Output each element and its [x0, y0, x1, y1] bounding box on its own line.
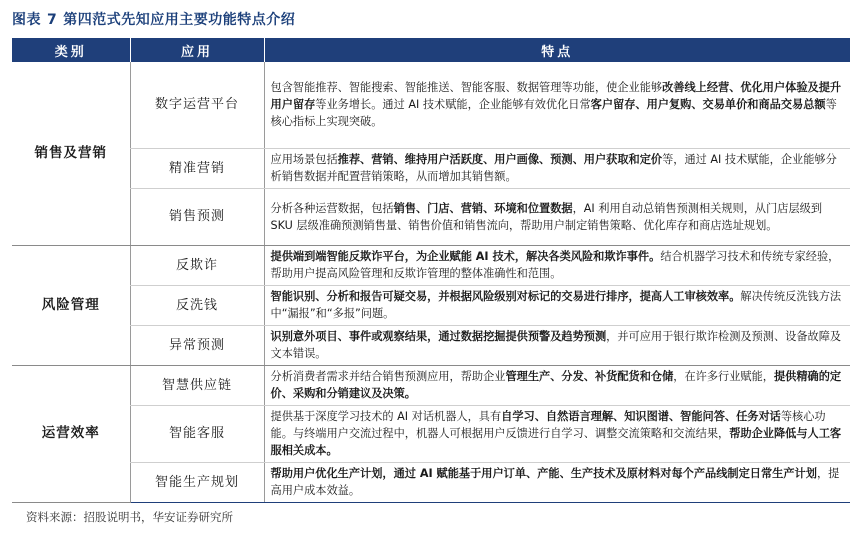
application-cell: 数字运营平台 — [130, 62, 264, 148]
feature-cell — [264, 325, 850, 365]
feature-text: 等核心指标上实现突破。 — [270, 98, 837, 129]
feature-highlight: 提供端到端智能反欺诈平台，为企业赋能 AI 技术，解决各类风险和欺诈事件。 — [270, 250, 661, 263]
feature-text: 提供基于深度学习技术的 AI 对话机器人，具有 — [270, 410, 502, 423]
feature-text: 等核心功能。与终端用户交流过程中，机器人可根据用户反馈进行自学习、调整交流策略和交流结果， — [270, 410, 826, 440]
feature-highlight: 帮助用户优化生产计划，通过 AI 赋能基于用户订单、产能、生产技术及原材料对每个产品线制定日常生产计划 — [270, 467, 817, 480]
feature-cell — [264, 285, 850, 325]
table-row — [12, 365, 850, 405]
feature-text: ，并可应用于银行欺诈检测及预测、设备故障及文本错误。 — [270, 330, 842, 360]
feature-highlight: 客户留存、用户复购、交易单价和商品交易总额 — [590, 98, 826, 112]
table-row — [12, 62, 850, 148]
application-cell: 反欺诈 — [130, 245, 264, 285]
feature-highlight: 提供精确的定价、采购和分销建议及决策。 — [270, 370, 842, 400]
feature-text: 解决传统反洗钱方法中“漏报”和“多报”问题。 — [270, 290, 842, 320]
header-category: 类别 — [12, 38, 130, 62]
table-row — [12, 148, 850, 188]
figure-label: 图表 — [12, 12, 41, 28]
table-row — [12, 462, 850, 502]
table-row — [12, 188, 850, 245]
table-row — [12, 405, 850, 462]
feature-highlight: 识别意外项目、事件或观察结果，通过数据挖掘提供预警及趋势预测 — [270, 330, 607, 343]
feature-highlight: 管理生产、分发、补货配货和仓储 — [505, 370, 674, 383]
feature-cell — [264, 245, 850, 285]
category-cell: 运营效率 — [12, 365, 130, 502]
feature-text: 分析各种运营数据，包括 — [270, 201, 394, 215]
feature-text: 结合机器学习技术和传统专家经验，帮助用户提高风险管理和反欺诈管理的整体准确性和范围。 — [270, 250, 840, 280]
figure-title-text: 第四范式先知应用主要功能特点介绍 — [63, 12, 296, 28]
figure-number: 7 — [47, 12, 58, 28]
feature-cell — [264, 188, 850, 245]
application-cell: 智慧供应链 — [130, 365, 264, 405]
feature-text: 包含智能推荐、智能搜索、智能推送、智能客服、数据管理等功能，使企业能够 — [270, 81, 663, 95]
feature-cell — [264, 365, 850, 405]
application-cell: 智能客服 — [130, 405, 264, 462]
feature-cell — [264, 148, 850, 188]
table-row — [12, 245, 850, 285]
feature-text: 等，通过 AI 技术赋能，企业能够分析销售数据并配置营销策略，从而增加其销售额。 — [270, 153, 837, 183]
application-cell: 智能生产规划 — [130, 462, 264, 502]
application-cell: 反洗钱 — [130, 285, 264, 325]
application-cell: 销售预测 — [130, 188, 264, 245]
feature-text: ，AI 利用自动总销售预测相关规则，从门店层级到 SKU 层级准确预测销售量、销售价值和销售流向，帮助用户制定销售策略、优化库存和商店选址规划。 — [270, 201, 823, 232]
feature-highlight: 改善线上经营、优化用户体验及提升用户留存 — [270, 81, 842, 112]
feature-highlight: 智能识别、分析和报告可疑交易，并根据风险级别对标记的交易进行排序，提高人工审核效率。 — [270, 290, 741, 303]
table-header-row — [12, 38, 850, 62]
table-row — [12, 285, 850, 325]
header-features: 特点 — [264, 38, 850, 62]
application-cell: 精准营销 — [130, 148, 264, 188]
feature-highlight: 推荐、营销、维持用户活跃度、用户画像、预测、用户获取和定价 — [337, 153, 663, 166]
category-cell: 风险管理 — [12, 245, 130, 365]
application-cell: 异常预测 — [130, 325, 264, 365]
feature-text: 应用场景包括 — [270, 153, 338, 166]
source-note: 资料来源：招股说明书，华安证券研究所 — [26, 510, 233, 524]
header-application: 应用 — [130, 38, 264, 62]
category-cell: 销售及营销 — [12, 62, 130, 245]
figure-title — [12, 9, 295, 29]
feature-cell — [264, 62, 850, 148]
table-row — [12, 325, 850, 365]
feature-cell — [264, 462, 850, 502]
feature-text: ，提高用户成本效益。 — [270, 467, 840, 497]
feature-highlight: 帮助企业降低与人工客服相关成本。 — [270, 427, 842, 457]
feature-cell — [264, 405, 850, 462]
feature-highlight: 销售、门店、营销、环境和位置数据 — [393, 201, 573, 215]
feature-text: ，在许多行业赋能， — [673, 370, 774, 383]
feature-highlight: 自学习、自然语言理解、知识图谱、智能问答、任务对话 — [501, 410, 781, 423]
feature-text: 分析消费者需求并结合销售预测应用，帮助企业 — [270, 370, 506, 383]
features-table — [12, 38, 850, 503]
feature-text: 等业务增长。通过 AI 技术赋能，企业能够有效优化日常 — [315, 98, 591, 112]
